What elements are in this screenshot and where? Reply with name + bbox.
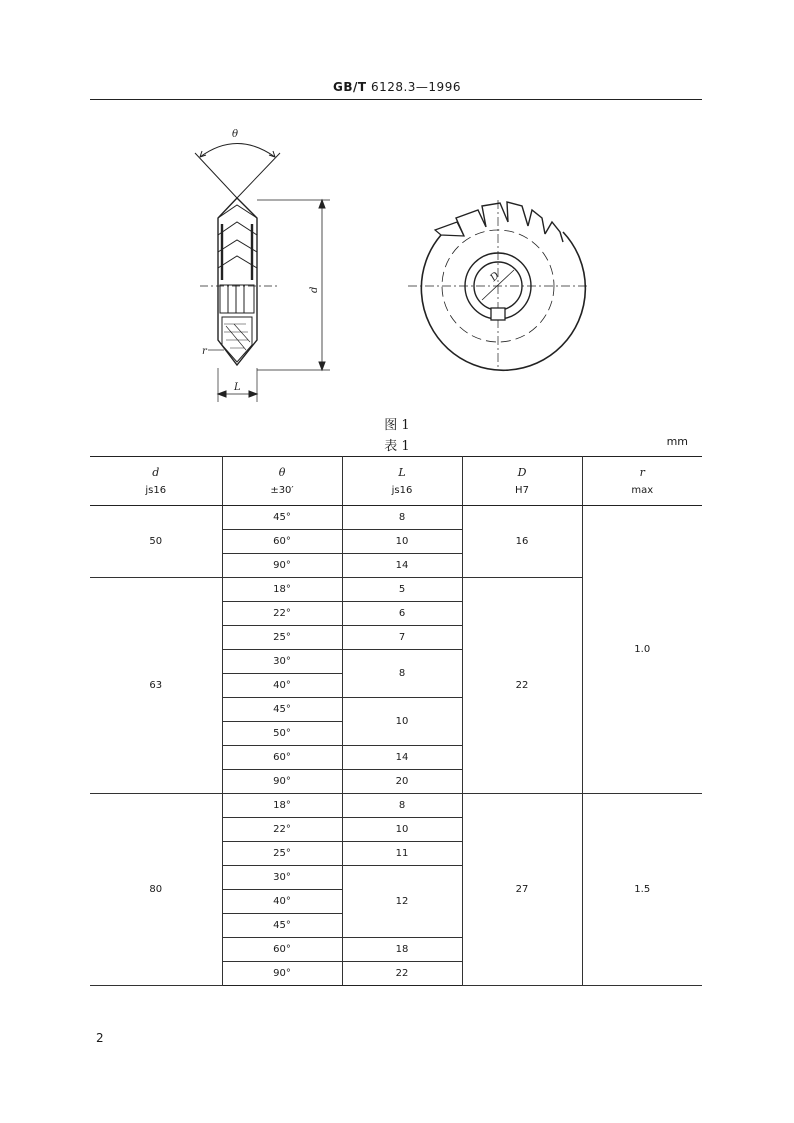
cell-theta: 90° [222, 962, 342, 986]
cell-D: 16 [462, 506, 582, 578]
cell-theta: 45° [222, 506, 342, 530]
header-r: r max [582, 457, 702, 506]
label-D: D [488, 270, 502, 284]
table-caption: 表 1 [384, 439, 410, 454]
header-rule [90, 99, 702, 100]
standard-code: GB/T [333, 80, 367, 94]
table-row [90, 506, 702, 530]
cell-D: 27 [462, 794, 582, 986]
cell-theta: 18° [222, 578, 342, 602]
cell-d: 63 [90, 578, 222, 794]
dimension-table [90, 456, 702, 986]
cell-L: 7 [342, 626, 462, 650]
cell-theta: 25° [222, 626, 342, 650]
cell-L: 11 [342, 842, 462, 866]
table-header-row [90, 457, 702, 506]
theta-arc [200, 144, 275, 158]
cell-D: 22 [462, 578, 582, 794]
cell-theta: 30° [222, 866, 342, 890]
cell-L: 8 [342, 650, 462, 698]
header-theta: θ ±30′ [222, 457, 342, 506]
cell-theta: 45° [222, 914, 342, 938]
page-number: 2 [96, 1031, 104, 1045]
table-row [90, 794, 702, 818]
cell-theta: 60° [222, 938, 342, 962]
figure-caption: 图 1 [384, 418, 410, 433]
cell-theta: 40° [222, 890, 342, 914]
standard-number: 6128.3—1996 [370, 80, 461, 94]
cell-theta: 45° [222, 698, 342, 722]
standard-header [0, 80, 794, 94]
cell-L: 12 [342, 866, 462, 938]
label-L: L [234, 382, 241, 393]
cell-theta: 40° [222, 674, 342, 698]
cell-L: 5 [342, 578, 462, 602]
cell-L: 14 [342, 554, 462, 578]
cell-theta: 22° [222, 602, 342, 626]
cell-theta: 90° [222, 770, 342, 794]
cell-L: 10 [342, 818, 462, 842]
cell-L: 10 [342, 698, 462, 746]
cell-theta: 60° [222, 746, 342, 770]
label-r: r [202, 346, 207, 357]
cell-r: 1.0 [582, 506, 702, 794]
table-unit: mm [666, 435, 688, 448]
cell-L: 8 [342, 794, 462, 818]
header-L: L js16 [342, 457, 462, 506]
cell-theta: 25° [222, 842, 342, 866]
header-d: d js16 [90, 457, 222, 506]
cell-L: 10 [342, 530, 462, 554]
header-D: D H7 [462, 457, 582, 506]
cell-L: 20 [342, 770, 462, 794]
cutter-figure [90, 110, 702, 410]
cell-theta: 50° [222, 722, 342, 746]
cell-L: 14 [342, 746, 462, 770]
cell-L: 8 [342, 506, 462, 530]
cell-L: 18 [342, 938, 462, 962]
cell-d: 80 [90, 794, 222, 986]
cell-theta: 18° [222, 794, 342, 818]
cell-theta: 30° [222, 650, 342, 674]
cell-L: 6 [342, 602, 462, 626]
label-theta: θ [232, 129, 239, 140]
cell-theta: 22° [222, 818, 342, 842]
cell-L: 22 [342, 962, 462, 986]
cutter-drawing [90, 110, 702, 410]
cell-theta: 90° [222, 554, 342, 578]
teeth [456, 202, 563, 242]
angle-lines [195, 153, 280, 198]
label-d: d [309, 286, 320, 293]
cell-r: 1.5 [582, 794, 702, 986]
cell-theta: 60° [222, 530, 342, 554]
cell-d: 50 [90, 506, 222, 578]
